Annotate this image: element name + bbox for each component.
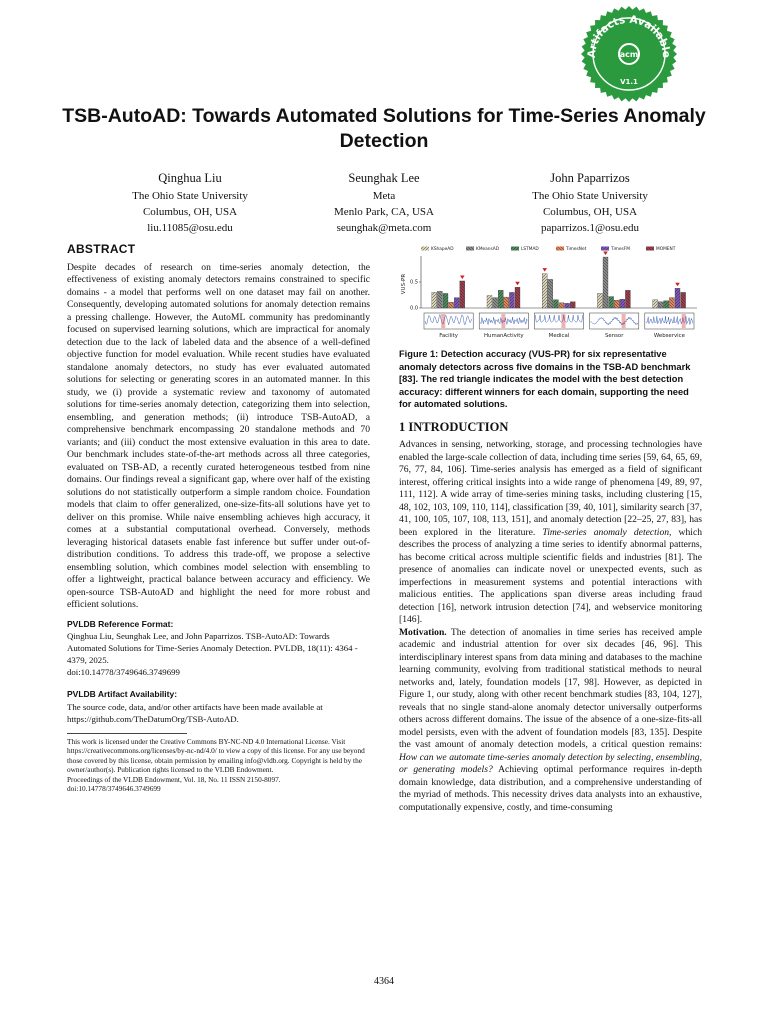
thumbnail-anomaly-Medical bbox=[561, 314, 565, 328]
legend-label-KShapeAD: KShapeAD bbox=[431, 247, 454, 253]
title-text: TSB-AutoAD: Towards Automated Solutions for Time-Series Anomaly Detection bbox=[62, 105, 706, 152]
bar-Sensor-KMeansAD bbox=[603, 257, 608, 308]
bar-Medical-LSTMAD bbox=[553, 300, 558, 308]
author-email[interactable]: seunghak@meta.com bbox=[336, 222, 432, 234]
x-category-label-Facility: Facility bbox=[439, 333, 458, 339]
legend-label-MOMENT: MOMENT bbox=[656, 247, 676, 253]
x-category-label-Sensor: Sensor bbox=[604, 333, 624, 339]
paper-title bbox=[60, 104, 708, 154]
best-marker-Facility bbox=[460, 275, 465, 279]
vus-pr-bar-chart bbox=[399, 244, 702, 344]
bar-Facility-TimesNet bbox=[449, 302, 454, 308]
right-column bbox=[399, 244, 702, 814]
reference-text: Qinghua Liu, Seunghak Lee, and John Paparrizos. TSB-AutoAD: Towards Automated Solutions for Time-Series Anomaly Detection. PVLDB, 18(11): 4364 - 4379, 2025. bbox=[67, 631, 358, 665]
thumbnail-anomaly-Webservice bbox=[682, 314, 686, 328]
legend-label-LSTMAD: LSTMAD bbox=[521, 247, 539, 253]
page-number: 4364 bbox=[374, 976, 394, 987]
left-column bbox=[67, 243, 370, 794]
author-1 bbox=[80, 170, 300, 236]
bar-Medical-KMeansAD bbox=[548, 279, 553, 308]
author-location: Columbus, OH, USA bbox=[542, 206, 638, 218]
thumbnail-anomaly-Facility bbox=[441, 314, 445, 328]
author-name: Seunghak Lee bbox=[348, 171, 420, 185]
y-axis-label: VUS-PR bbox=[401, 273, 407, 295]
x-category-label-Medical: Medical bbox=[548, 333, 570, 339]
proceedings-footnote: Proceedings of the VLDB Endowment, Vol. 18, No. 11 ISSN 2150-8097. bbox=[67, 774, 281, 784]
bar-Medical-MOMENT bbox=[570, 302, 575, 308]
legend-swatch-KShapeAD bbox=[421, 247, 429, 251]
bar-Webservice-KShapeAD bbox=[653, 300, 658, 308]
license-footnote: This work is licensed under the Creative Commons BY-NC-ND 4.0 International License. Visit https://creativecommons.org/licenses/by-nc-nd/4.0/ to view a copy of this license. For any use beyond those covered by this license, obtain permission by emailing info@vldb.org. Copyright is held by the owner/author(s). Publication rights licensed to the VLDB Endowment. bbox=[67, 736, 365, 774]
reference-doi[interactable]: doi:10.14778/3749646.3749699 bbox=[67, 667, 180, 677]
y-tick-label: 0.0 bbox=[410, 305, 418, 312]
thumbnail-anomaly-HumanActivity bbox=[501, 314, 505, 328]
bar-Webservice-TimesNet bbox=[669, 298, 674, 308]
abstract-heading: ABSTRACT bbox=[67, 242, 136, 256]
reference-heading: PVLDB Reference Format: bbox=[67, 618, 174, 629]
bar-Sensor-KShapeAD bbox=[597, 293, 602, 308]
bar-HumanActivity-TimesFM bbox=[509, 292, 514, 308]
bar-Medical-TimesNet bbox=[559, 303, 564, 308]
intro-paragraph-1: Advances in sensing, networking, storage, and processing technologies have enabled the large-scale collection of data, including time series [59, 64, 65, 69, 76, 77, 84, 106]. Time-series analysis has emerged as a field of significant interest, offering critical insights into a wide range of phenomena [49, 89, 97, 111, 112]. A wide array of time-series mining tasks, including clustering [15, 48, 102, 103, 109, 110, 114], classification [39, 40, 101], similarity search [37, 41, 100, 105, 107, 108, 113, 151], and anomaly detection [22–25, 27, 83], has been explored in the literature. Time-series anomaly detection, which describes the process of analyzing a time series to identify abnormal patterns, has become critical across multiple scientific fields and industries [81]. The presence of anomalies can indicate novel or unexpected events, such as imperfections in measurement systems and potential interactions with malicious entities. The applications span diverse areas including fraud detection [16], network intrusion detection [74], and webservice monitoring [146]. bbox=[399, 439, 702, 625]
author-location: Columbus, OH, USA bbox=[142, 206, 238, 218]
bar-HumanActivity-LSTMAD bbox=[498, 290, 503, 308]
acm-logo-text: acm bbox=[619, 50, 639, 59]
bar-Medical-TimesFM bbox=[565, 303, 570, 308]
author-email[interactable]: paparrizos.1@osu.edu bbox=[540, 222, 640, 234]
badge-label: Artifacts Available bbox=[585, 13, 673, 59]
bar-Sensor-TimesNet bbox=[614, 300, 619, 308]
author-name: John Paparrizos bbox=[550, 171, 630, 185]
thumbnail-anomaly-Sensor bbox=[622, 314, 626, 328]
bar-Webservice-MOMENT bbox=[681, 292, 686, 308]
intro-paragraph-2: Motivation. The detection of anomalies in time series has received ample academic and industrial attention for over six decades [46, 96]. This interdisciplinary interest spans from data mining and databases to the machine learning community, evolving from traditional statistical methods to neural networks and, lately, foundation models [17, 98]. However, as depicted in Figure 1, our study, along with other recent benchmark studies [83, 104, 127], reveals that no single stand-alone anomaly detector universally outperforms others across different domains. The issue of the absence of a one-size-fits-all model persists, even with the advent of foundation models [83, 135]. Despite the vast amount of anomaly detection models, a critical question remains: How can we automate time-series anomaly detection by selecting, ensembling, or generating models? Achieving optimal performance requires in-depth domain knowledge, data distribution, and a comprehensive understanding of the myriad of methods. This necessity drives data analysts into an exhaustive, computationally expensive, costly, and time-consuming bbox=[399, 626, 703, 813]
bar-Webservice-LSTMAD bbox=[664, 301, 669, 308]
intro-body bbox=[399, 439, 702, 814]
bar-HumanActivity-TimesNet bbox=[504, 297, 509, 308]
bar-Facility-LSTMAD bbox=[443, 293, 448, 308]
bar-Facility-KMeansAD bbox=[437, 291, 442, 308]
bar-Facility-KShapeAD bbox=[432, 292, 437, 308]
bar-HumanActivity-KMeansAD bbox=[493, 298, 498, 308]
author-location: Menlo Park, CA, USA bbox=[334, 206, 434, 218]
legend-label-KMeansAD: KMeansAD bbox=[476, 247, 500, 253]
abstract-text: Despite decades of research on time-series anomaly detection, the effectiveness of existing anomaly detectors remains constrained to specific domains - a model that performs well on one dataset may fail on another. Consequently, developing automated solutions for anomaly detection remains a pressing challenge. However, the AutoML community has predominantly focused on supervised learning solutions, which are impractical for anomaly detection due to the lack of labeled data and the absence of a well-defined objective function for model evaluation. While recent studies have evaluated standalone anomaly detectors, no study has ever evaluated automated solutions for selecting or generating scores in an automated manner. In this study, we (i) provide a systematic review and taxonomy of automated solutions for time-series anomaly detection, categorizing them into selection, ensembling, and generation methods; (ii) introduce TSB-AutoAD, a comprehensive benchmark encompassing 20 standalone methods and 70 variants; and (iii) conduct the most extensive evaluation in this area to date. Our benchmark includes state-of-the-art methods across all three categories, evaluated on TSB-AD, a recently curated heterogeneous testbed from nine domains. Our findings reveal a significant gap, where over half of the existing solutions do not statistically outperform a simple random choice. Foundation models that claim to offer generalized, one-size-fits-all solutions have yet to deliver on this promise. While naive ensembling achieves high accuracy, it comes at a substantial computational overhead. Conversely, methods leveraging historical datasets enable fast inference but suffer under out-of-distribution conditions. To address this trade-off, we propose a selective ensembling solution, which combines model selection with ensembling to offer a lightweight, practical balance between accuracy and efficiency. We open-source TSB-AutoAD and highlight the need for more robust and efficient solutions. bbox=[67, 261, 370, 610]
artifact-text[interactable]: The source code, data, and/or other artifacts have been made available at https://github.com/TheDatumOrg/TSB-AutoAD. bbox=[67, 701, 323, 724]
best-marker-HumanActivity bbox=[515, 282, 520, 286]
legend-swatch-KMeansAD bbox=[466, 247, 474, 251]
best-marker-Webservice bbox=[675, 283, 680, 287]
x-category-label-HumanActivity: HumanActivity bbox=[483, 333, 524, 339]
bar-Medical-KShapeAD bbox=[542, 274, 547, 308]
bar-Facility-TimesFM bbox=[454, 298, 459, 308]
footnote-rule bbox=[67, 733, 187, 734]
bar-HumanActivity-KShapeAD bbox=[487, 296, 492, 308]
bar-Facility-MOMENT bbox=[460, 281, 465, 308]
thumbnail-Sensor bbox=[590, 313, 639, 329]
artifacts-available-badge bbox=[580, 5, 678, 103]
y-tick-label: 0.5 bbox=[410, 279, 418, 286]
badge-version: V1.1 bbox=[620, 78, 638, 86]
author-3 bbox=[480, 170, 700, 236]
bar-HumanActivity-MOMENT bbox=[515, 287, 520, 308]
legend-swatch-TimesFM bbox=[601, 247, 609, 251]
author-affiliation: The Ohio State University bbox=[532, 190, 648, 202]
figure-caption: Figure 1: Detection accuracy (VUS-PR) for six representative anomaly detectors across five domains in the TSB-AD benchmark [83]. The red triangle indicates the model with the best detection accuracy: different winners for each domain, supporting the need for automated solutions. bbox=[399, 349, 691, 409]
bar-Webservice-KMeansAD bbox=[658, 302, 663, 308]
author-affiliation: The Ohio State University bbox=[132, 190, 248, 202]
best-marker-Sensor bbox=[603, 252, 608, 256]
artifact-heading: PVLDB Artifact Availability: bbox=[67, 689, 178, 699]
legend-swatch-TimesNet bbox=[556, 247, 564, 251]
legend-swatch-LSTMAD bbox=[511, 247, 519, 251]
bar-Sensor-LSTMAD bbox=[609, 297, 614, 308]
x-category-label-Webservice: Webservice bbox=[653, 333, 685, 339]
bar-Sensor-TimesFM bbox=[620, 299, 625, 308]
legend-label-TimesFM: TimesFM bbox=[611, 247, 630, 253]
intro-heading: 1 INTRODUCTION bbox=[399, 419, 509, 434]
best-marker-Medical bbox=[542, 268, 547, 272]
author-2 bbox=[274, 170, 494, 236]
author-affiliation: Meta bbox=[372, 190, 396, 202]
author-email[interactable]: liu.11085@osu.edu bbox=[147, 222, 233, 234]
badge-seal-icon bbox=[580, 5, 678, 103]
bar-Sensor-MOMENT bbox=[625, 290, 630, 308]
legend-label-TimesNet: TimesNet bbox=[566, 247, 587, 253]
author-name: Qinghua Liu bbox=[158, 171, 222, 185]
bar-Webservice-TimesFM bbox=[675, 288, 680, 308]
legend-swatch-MOMENT bbox=[646, 247, 654, 251]
doi-footnote: doi:10.14778/3749646.3749699 bbox=[67, 784, 161, 793]
